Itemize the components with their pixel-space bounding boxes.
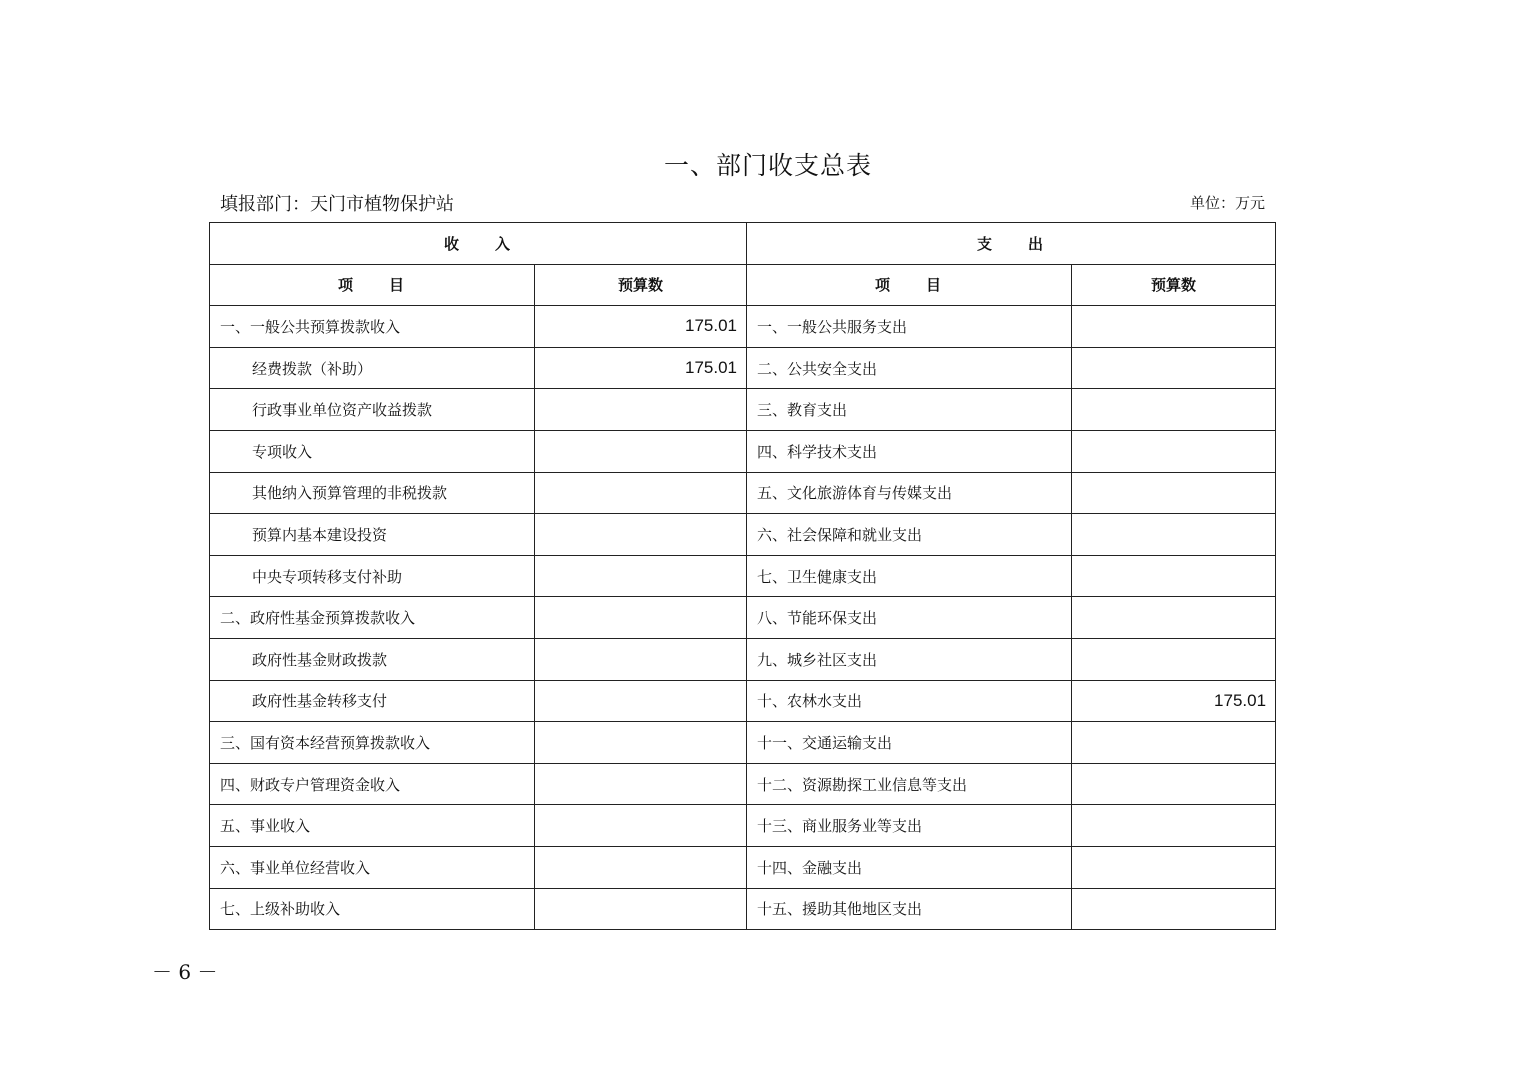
income-item-cell: 中央专项转移支付补助 (210, 555, 535, 597)
expense-item-cell: 十三、商业服务业等支出 (747, 805, 1072, 847)
income-header: 收 入 (210, 223, 747, 265)
income-value-cell (535, 430, 747, 472)
income-value-cell (535, 597, 747, 639)
table-row (210, 347, 1276, 389)
income-value-cell (535, 472, 747, 514)
page-title: 一、部门收支总表 (663, 151, 872, 180)
income-item-cell: 六、事业单位经营收入 (210, 846, 535, 888)
expense-item-header: 项 目 (747, 264, 1072, 306)
table-row (210, 638, 1276, 680)
expense-item-cell: 七、卫生健康支出 (747, 555, 1072, 597)
income-value-cell: 175.01 (535, 347, 747, 389)
expense-item-cell: 十、农林水支出 (747, 680, 1072, 722)
expense-item-cell: 十四、金融支出 (747, 846, 1072, 888)
income-value-cell (535, 638, 747, 680)
expense-item-cell: 二、公共安全支出 (747, 347, 1072, 389)
income-value-cell (535, 846, 747, 888)
table-row (210, 805, 1276, 847)
income-item-cell: 其他纳入预算管理的非税拨款 (210, 472, 535, 514)
table-row (210, 722, 1276, 764)
table-row (210, 389, 1276, 431)
income-value-cell: 175.01 (535, 306, 747, 348)
income-item-cell: 政府性基金转移支付 (210, 680, 535, 722)
table-row (210, 514, 1276, 556)
income-item-cell: 经费拨款（补助） (210, 347, 535, 389)
expense-value-cell (1072, 638, 1276, 680)
expense-value-cell (1072, 722, 1276, 764)
income-item-cell: 预算内基本建设投资 (210, 514, 535, 556)
income-item-cell: 二、政府性基金预算拨款收入 (210, 597, 535, 639)
unit-label: 单位：万元 (1189, 194, 1265, 212)
income-item-cell: 五、事业收入 (210, 805, 535, 847)
table-header-row-1 (210, 223, 1276, 265)
table-row (210, 597, 1276, 639)
expense-value-cell (1072, 805, 1276, 847)
income-value-cell (535, 888, 747, 930)
expense-value-cell (1072, 763, 1276, 805)
income-item-cell: 七、上级补助收入 (210, 888, 535, 930)
income-value-cell (535, 763, 747, 805)
expense-budget-header: 预算数 (1072, 264, 1276, 306)
expense-value-cell (1072, 306, 1276, 348)
expense-value-cell (1072, 472, 1276, 514)
expense-header: 支 出 (747, 223, 1276, 265)
expense-item-cell: 六、社会保障和就业支出 (747, 514, 1072, 556)
expense-item-cell: 十五、援助其他地区支出 (747, 888, 1072, 930)
expense-value-cell (1072, 888, 1276, 930)
expense-item-cell: 八、节能环保支出 (747, 597, 1072, 639)
expense-value-cell (1072, 430, 1276, 472)
income-item-cell: 政府性基金财政拨款 (210, 638, 535, 680)
expense-item-cell: 十二、资源勘探工业信息等支出 (747, 763, 1072, 805)
income-item-header: 项 目 (210, 264, 535, 306)
table-row (210, 472, 1276, 514)
budget-summary-table (209, 222, 1276, 930)
income-value-cell (535, 555, 747, 597)
page-number: － 6 － (152, 960, 218, 984)
expense-item-cell: 四、科学技术支出 (747, 430, 1072, 472)
expense-value-cell: 175.01 (1072, 680, 1276, 722)
expense-value-cell (1072, 597, 1276, 639)
income-item-cell: 三、国有资本经营预算拨款收入 (210, 722, 535, 764)
income-value-cell (535, 680, 747, 722)
income-value-cell (535, 514, 747, 556)
income-value-cell (535, 389, 747, 431)
table-row (210, 430, 1276, 472)
table-row (210, 846, 1276, 888)
income-budget-header: 预算数 (535, 264, 747, 306)
income-item-cell: 四、财政专户管理资金收入 (210, 763, 535, 805)
table-row (210, 888, 1276, 930)
reporting-department: 填报部门：天门市植物保护站 (220, 194, 454, 215)
table-row (210, 763, 1276, 805)
expense-value-cell (1072, 389, 1276, 431)
expense-item-cell: 一、一般公共服务支出 (747, 306, 1072, 348)
income-value-cell (535, 805, 747, 847)
income-value-cell (535, 722, 747, 764)
expense-value-cell (1072, 555, 1276, 597)
expense-value-cell (1072, 514, 1276, 556)
expense-item-cell: 三、教育支出 (747, 389, 1072, 431)
income-item-cell: 行政事业单位资产收益拨款 (210, 389, 535, 431)
table-row (210, 680, 1276, 722)
expense-item-cell: 九、城乡社区支出 (747, 638, 1072, 680)
table-header-row-2 (210, 264, 1276, 306)
expense-value-cell (1072, 846, 1276, 888)
income-item-cell: 专项收入 (210, 430, 535, 472)
expense-value-cell (1072, 347, 1276, 389)
expense-item-cell: 十一、交通运输支出 (747, 722, 1072, 764)
expense-item-cell: 五、文化旅游体育与传媒支出 (747, 472, 1072, 514)
table-row (210, 306, 1276, 348)
table-row (210, 555, 1276, 597)
income-item-cell: 一、一般公共预算拨款收入 (210, 306, 535, 348)
